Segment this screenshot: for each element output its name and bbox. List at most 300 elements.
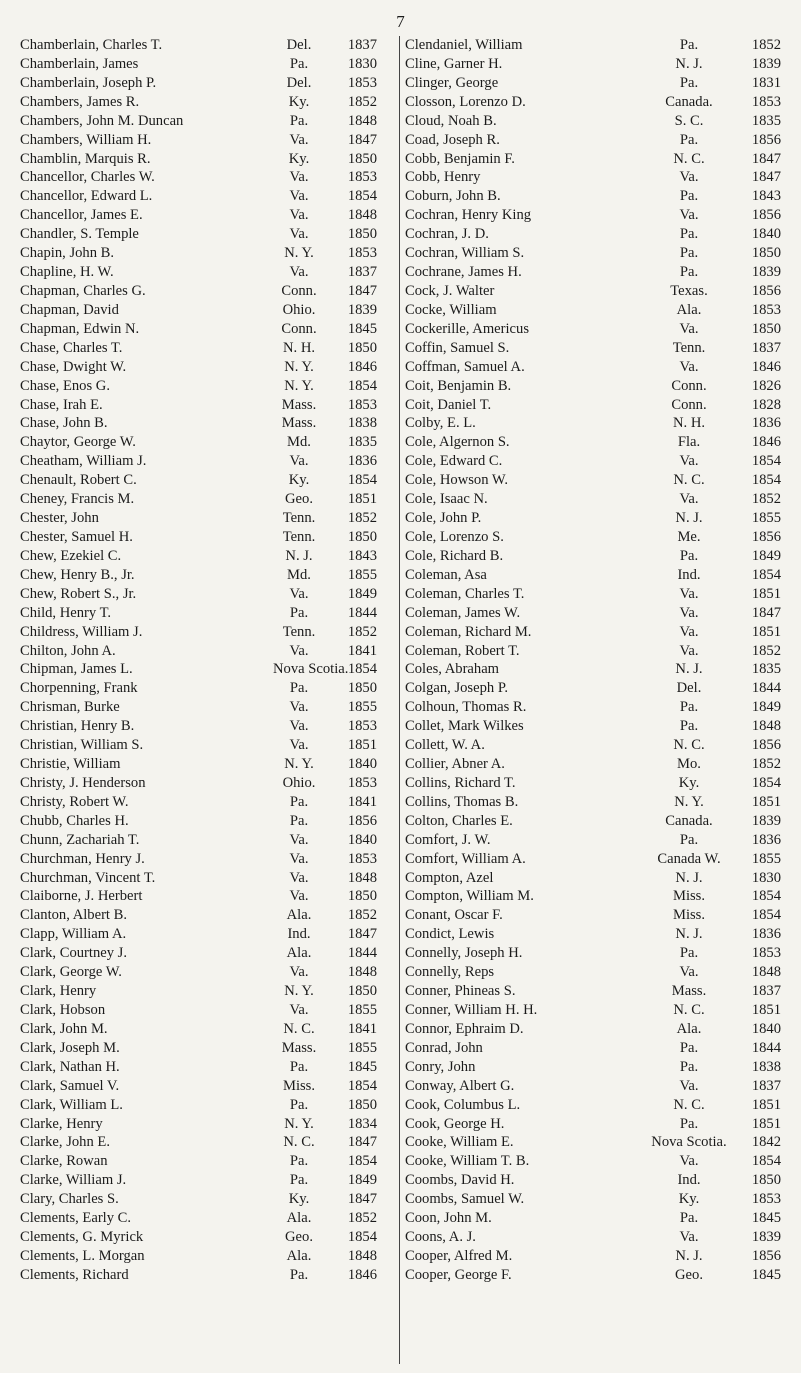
entry-name: Conner, William H. H. xyxy=(405,1002,538,1019)
list-item xyxy=(20,1058,396,1077)
entry-state: Va. xyxy=(679,623,699,640)
entry-state: Va. xyxy=(289,453,309,470)
entry-state: Canada. xyxy=(665,812,713,829)
entry-name: Cobb, Henry xyxy=(405,169,481,186)
entry-state: N. C. xyxy=(283,1134,315,1151)
entry-year: 1842 xyxy=(751,1134,781,1151)
entry-state: Miss. xyxy=(672,888,706,905)
entry-name: Clary, Charles S. xyxy=(20,1191,119,1208)
entry-name: Cock, J. Walter xyxy=(405,282,495,299)
entry-year: 1850 xyxy=(347,680,377,697)
entry-state: Mass. xyxy=(281,1039,317,1056)
entry-name: Clapp, William A. xyxy=(20,926,127,943)
entry-year: 1852 xyxy=(347,1210,377,1227)
entry-year: 1856 xyxy=(751,282,781,299)
list-item xyxy=(405,1020,791,1039)
list-item xyxy=(405,566,791,585)
entry-year: 1851 xyxy=(347,491,377,508)
entry-year: 1855 xyxy=(347,566,377,583)
list-item xyxy=(20,1152,396,1171)
entry-name: Child, Henry T. xyxy=(20,604,112,621)
entry-name: Cole, Algernon S. xyxy=(405,434,510,451)
entry-year: 1828 xyxy=(751,396,781,413)
entry-name: Condict, Lewis xyxy=(405,926,495,943)
entry-state: Pa. xyxy=(679,1039,699,1056)
entry-name: Coleman, Richard M. xyxy=(405,623,532,640)
list-item xyxy=(20,1096,396,1115)
entry-name: Chapman, David xyxy=(20,301,119,318)
entry-name: Claiborne, J. Herbert xyxy=(20,888,143,905)
entry-state: N. J. xyxy=(675,510,703,527)
list-item xyxy=(405,396,791,415)
list-item xyxy=(405,736,791,755)
entry-name: Chenault, Robert C. xyxy=(20,472,137,489)
list-item xyxy=(405,1058,791,1077)
list-item xyxy=(405,1096,791,1115)
entry-name: Clements, G. Myrick xyxy=(20,1229,144,1246)
entry-year: 1854 xyxy=(347,188,377,205)
list-item xyxy=(405,660,791,679)
list-item xyxy=(20,1133,396,1152)
entry-state: Va. xyxy=(679,604,699,621)
entry-year: 1836 xyxy=(751,831,781,848)
entry-name: Chancellor, Charles W. xyxy=(20,169,155,186)
list-item xyxy=(20,887,396,906)
entry-year: 1848 xyxy=(347,869,377,886)
entry-year: 1855 xyxy=(751,850,781,867)
entry-state: N. C. xyxy=(673,472,705,489)
entry-year: 1840 xyxy=(347,756,377,773)
entry-state: Pa. xyxy=(289,1153,309,1170)
entry-state: Ky. xyxy=(678,774,700,791)
list-item xyxy=(405,982,791,1001)
list-item xyxy=(405,301,791,320)
entry-name: Cole, John P. xyxy=(405,510,482,527)
entry-year: 1837 xyxy=(347,37,377,53)
list-item xyxy=(405,887,791,906)
list-item xyxy=(20,131,396,150)
entry-year: 1848 xyxy=(347,207,377,224)
entry-name: Clarke, William J. xyxy=(20,1172,127,1189)
entry-year: 1845 xyxy=(751,1210,781,1227)
entry-state: Conn. xyxy=(281,282,317,299)
list-item xyxy=(20,812,396,831)
entry-name: Clements, L. Morgan xyxy=(20,1248,145,1264)
list-item xyxy=(405,547,791,566)
entry-state: Pa. xyxy=(679,245,699,262)
list-item xyxy=(20,906,396,925)
entry-year: 1841 xyxy=(347,642,377,659)
entry-year: 1851 xyxy=(347,737,377,754)
entry-name: Christy, J. Henderson xyxy=(20,774,146,791)
entry-year: 1840 xyxy=(751,226,781,243)
entry-state: Geo. xyxy=(675,1266,703,1283)
entry-year: 1854 xyxy=(751,907,781,924)
entry-year: 1853 xyxy=(347,74,377,91)
entry-year: 1849 xyxy=(751,547,781,564)
entry-year: 1847 xyxy=(347,926,377,943)
entry-state: Va. xyxy=(679,358,699,375)
entry-name: Christie, William xyxy=(20,756,121,773)
entry-name: Chamberlain, Charles T. xyxy=(20,37,163,53)
entry-name: Coad, Joseph R. xyxy=(405,131,500,148)
entry-state: N. J. xyxy=(675,1248,703,1264)
entry-year: 1843 xyxy=(751,188,781,205)
entry-name: Chamberlain, James xyxy=(20,55,139,72)
entry-name: Cobb, Benjamin F. xyxy=(405,150,515,167)
entry-name: Cole, Edward C. xyxy=(405,453,503,470)
right-column xyxy=(405,36,791,1285)
entry-state: N. C. xyxy=(673,1096,705,1113)
list-item xyxy=(405,452,791,471)
entry-name: Collins, Thomas B. xyxy=(405,793,519,810)
entry-name: Cline, Garner H. xyxy=(405,55,503,72)
list-item xyxy=(405,604,791,623)
entry-name: Conry, John xyxy=(405,1058,476,1075)
entry-state: Va. xyxy=(679,207,699,224)
entry-name: Comfort, William A. xyxy=(405,850,526,867)
entry-year: 1847 xyxy=(751,604,781,621)
entry-state: Pa. xyxy=(679,1210,699,1227)
list-item xyxy=(20,93,396,112)
entry-state: Tenn. xyxy=(282,623,316,640)
entry-state: Tenn. xyxy=(672,339,706,356)
list-item xyxy=(20,452,396,471)
entry-year: 1850 xyxy=(347,339,377,356)
entry-state: Nova Scotia. xyxy=(651,1134,727,1151)
list-item xyxy=(405,187,791,206)
list-item xyxy=(405,168,791,187)
entry-state: Pa. xyxy=(679,831,699,848)
entry-name: Cooke, William E. xyxy=(405,1134,514,1151)
entry-name: Clark, Courtney J. xyxy=(20,945,128,962)
entry-name: Coon, John M. xyxy=(405,1210,492,1227)
entry-state: Va. xyxy=(289,888,309,905)
entry-name: Chamberlain, Joseph P. xyxy=(20,74,157,91)
entry-state: Pa. xyxy=(289,112,309,129)
list-item xyxy=(405,282,791,301)
list-item xyxy=(20,736,396,755)
entry-name: Cole, Richard B. xyxy=(405,547,504,564)
list-item xyxy=(405,944,791,963)
entry-year: 1852 xyxy=(751,642,781,659)
entry-name: Clarke, Rowan xyxy=(20,1153,108,1170)
entry-name: Colby, E. L. xyxy=(405,415,476,432)
list-item xyxy=(20,660,396,679)
entry-year: 1836 xyxy=(751,926,781,943)
entry-state: Pa. xyxy=(679,1115,699,1132)
list-item xyxy=(20,225,396,244)
entry-state: N. Y. xyxy=(284,1115,314,1132)
entry-year: 1847 xyxy=(347,282,377,299)
entry-name: Cochrane, James H. xyxy=(405,264,522,281)
list-item xyxy=(405,925,791,944)
entry-year: 1830 xyxy=(751,869,781,886)
entry-name: Chester, John xyxy=(20,510,99,527)
entry-year: 1854 xyxy=(347,472,377,489)
list-item xyxy=(405,112,791,131)
entry-year: 1851 xyxy=(751,1115,781,1132)
entry-year: 1851 xyxy=(751,623,781,640)
list-item xyxy=(405,831,791,850)
list-item xyxy=(20,604,396,623)
entry-state: Va. xyxy=(289,699,309,716)
entry-year: 1855 xyxy=(347,1002,377,1019)
entry-name: Coons, A. J. xyxy=(405,1229,476,1246)
entry-state: Pa. xyxy=(289,793,309,810)
entry-state: Va. xyxy=(289,850,309,867)
entry-year: 1841 xyxy=(347,1020,377,1037)
entry-state: Pa. xyxy=(679,131,699,148)
entry-state: Pa. xyxy=(679,188,699,205)
entry-year: 1852 xyxy=(751,37,781,53)
entry-name: Coit, Benjamin B. xyxy=(405,377,512,394)
entry-name: Colgan, Joseph P. xyxy=(405,680,508,697)
list-item xyxy=(20,528,396,547)
entry-year: 1848 xyxy=(751,964,781,981)
entry-name: Cole, Isaac N. xyxy=(405,491,488,508)
list-item xyxy=(20,1020,396,1039)
entry-state: Tenn. xyxy=(282,528,316,545)
entry-state: Mo. xyxy=(677,756,701,773)
list-item xyxy=(405,74,791,93)
entry-year: 1837 xyxy=(751,983,781,1000)
entry-name: Chew, Henry B., Jr. xyxy=(20,566,135,583)
list-item xyxy=(20,1247,396,1266)
entry-name: Chambers, John M. Duncan xyxy=(20,112,184,129)
entry-year: 1846 xyxy=(751,358,781,375)
entry-year: 1850 xyxy=(751,245,781,262)
entry-name: Clarke, John E. xyxy=(20,1134,110,1151)
entry-name: Connelly, Reps xyxy=(405,964,495,981)
list-item xyxy=(20,755,396,774)
list-item xyxy=(405,812,791,831)
entry-state: Va. xyxy=(289,169,309,186)
list-item xyxy=(405,1247,791,1266)
entry-state: Pa. xyxy=(679,945,699,962)
entry-state: Md. xyxy=(287,566,311,583)
list-item xyxy=(20,1209,396,1228)
entry-name: Christian, Henry B. xyxy=(20,718,135,735)
entry-state: Va. xyxy=(679,491,699,508)
entry-name: Coleman, Robert T. xyxy=(405,642,520,659)
entry-state: Ky. xyxy=(678,1191,700,1208)
entry-name: Chapline, H. W. xyxy=(20,264,114,281)
list-item xyxy=(405,1190,791,1209)
entry-year: 1855 xyxy=(347,699,377,716)
entry-year: 1846 xyxy=(347,358,377,375)
entry-year: 1854 xyxy=(751,774,781,791)
entry-year: 1849 xyxy=(347,585,377,602)
entry-year: 1844 xyxy=(751,1039,781,1056)
entry-year: 1853 xyxy=(751,945,781,962)
entry-state: N. C. xyxy=(673,150,705,167)
entry-state: Ky. xyxy=(288,472,310,489)
entry-year: 1839 xyxy=(751,1229,781,1246)
list-item xyxy=(405,906,791,925)
entry-name: Coleman, Asa xyxy=(405,566,487,583)
entry-year: 1844 xyxy=(347,945,377,962)
entry-state: Va. xyxy=(289,264,309,281)
list-item xyxy=(20,585,396,604)
entry-year: 1849 xyxy=(751,699,781,716)
entry-state: Va. xyxy=(289,869,309,886)
entry-state: Me. xyxy=(677,528,701,545)
list-item xyxy=(20,509,396,528)
list-item xyxy=(405,717,791,736)
entry-state: Pa. xyxy=(289,1172,309,1189)
entry-name: Churchman, Vincent T. xyxy=(20,869,156,886)
entry-state: Pa. xyxy=(289,55,309,72)
entry-state: Pa. xyxy=(679,264,699,281)
entry-state: Ala. xyxy=(286,1248,312,1264)
entry-state: N. Y. xyxy=(284,983,314,1000)
entry-state: Conn. xyxy=(671,377,707,394)
entry-year: 1850 xyxy=(347,226,377,243)
entry-name: Collett, W. A. xyxy=(405,737,485,754)
list-item xyxy=(20,396,396,415)
entry-state: Ala. xyxy=(286,907,312,924)
entry-year: 1850 xyxy=(347,983,377,1000)
entry-year: 1846 xyxy=(347,1266,377,1283)
list-item xyxy=(405,263,791,282)
list-item xyxy=(20,301,396,320)
entry-year: 1854 xyxy=(347,1153,377,1170)
entry-name: Coleman, Charles T. xyxy=(405,585,525,602)
list-item xyxy=(20,112,396,131)
list-item xyxy=(20,793,396,812)
entry-year: 1853 xyxy=(751,301,781,318)
list-item xyxy=(20,774,396,793)
entry-state: Geo. xyxy=(285,1229,313,1246)
entry-year: 1836 xyxy=(751,415,781,432)
entry-name: Clendaniel, William xyxy=(405,37,523,53)
entry-state: Va. xyxy=(289,737,309,754)
entry-name: Cooke, William T. B. xyxy=(405,1153,530,1170)
entry-year: 1853 xyxy=(347,850,377,867)
entry-name: Chapman, Edwin N. xyxy=(20,320,140,337)
entry-year: 1847 xyxy=(347,1191,377,1208)
entry-name: Chew, Ezekiel C. xyxy=(20,547,122,564)
entry-year: 1854 xyxy=(347,661,377,678)
entry-state: Pa. xyxy=(289,1266,309,1283)
list-item xyxy=(20,168,396,187)
entry-state: Canada W. xyxy=(657,850,721,867)
entry-state: Miss. xyxy=(672,907,706,924)
entry-year: 1839 xyxy=(751,812,781,829)
entry-year: 1856 xyxy=(751,528,781,545)
entry-state: Ohio. xyxy=(282,774,316,791)
list-item xyxy=(405,414,791,433)
entry-name: Chase, Enos G. xyxy=(20,377,110,394)
list-item xyxy=(20,1115,396,1134)
list-item xyxy=(20,963,396,982)
list-item xyxy=(405,963,791,982)
list-item xyxy=(20,925,396,944)
entry-state: Conn. xyxy=(281,320,317,337)
entry-state: Conn. xyxy=(671,396,707,413)
entry-state: Ky. xyxy=(288,150,310,167)
list-item xyxy=(405,433,791,452)
entry-state: N. J. xyxy=(285,547,313,564)
entry-year: 1852 xyxy=(347,510,377,527)
entry-name: Clements, Richard xyxy=(20,1266,129,1283)
entry-name: Coombs, Samuel W. xyxy=(405,1191,525,1208)
entry-state: Va. xyxy=(289,964,309,981)
list-item xyxy=(20,244,396,263)
list-item xyxy=(405,1133,791,1152)
entry-year: 1850 xyxy=(347,888,377,905)
entry-state: Va. xyxy=(289,718,309,735)
entry-name: Cloud, Noah B. xyxy=(405,112,497,129)
entry-name: Christian, William S. xyxy=(20,737,144,754)
list-item xyxy=(405,623,791,642)
list-item xyxy=(20,433,396,452)
entry-state: Del. xyxy=(676,680,702,697)
entry-year: 1853 xyxy=(347,169,377,186)
entry-name: Conant, Oscar F. xyxy=(405,907,503,924)
entry-year: 1854 xyxy=(751,888,781,905)
entry-year: 1848 xyxy=(347,112,377,129)
entry-year: 1855 xyxy=(347,1039,377,1056)
entry-state: Pa. xyxy=(679,37,699,53)
entry-name: Colton, Charles E. xyxy=(405,812,513,829)
entry-name: Christy, Robert W. xyxy=(20,793,129,810)
list-item xyxy=(20,982,396,1001)
list-item xyxy=(405,850,791,869)
list-item xyxy=(20,831,396,850)
entry-year: 1852 xyxy=(347,907,377,924)
entry-name: Connelly, Joseph H. xyxy=(405,945,523,962)
entry-name: Cochran, J. D. xyxy=(405,226,489,243)
entry-state: Canada. xyxy=(665,93,713,110)
list-item xyxy=(20,850,396,869)
column-divider xyxy=(399,36,400,1364)
list-item xyxy=(20,1077,396,1096)
list-item xyxy=(405,1171,791,1190)
entry-name: Conway, Albert G. xyxy=(405,1077,515,1094)
entry-state: Ohio. xyxy=(282,301,316,318)
entry-state: Va. xyxy=(679,642,699,659)
entry-year: 1844 xyxy=(347,604,377,621)
entry-state: Pa. xyxy=(679,226,699,243)
list-item xyxy=(405,339,791,358)
entry-year: 1836 xyxy=(347,453,377,470)
list-item xyxy=(405,225,791,244)
list-item xyxy=(405,36,791,55)
list-item xyxy=(405,1115,791,1134)
entry-year: 1856 xyxy=(347,812,377,829)
entry-name: Clanton, Albert B. xyxy=(20,907,128,924)
entry-year: 1834 xyxy=(347,1115,377,1132)
list-item xyxy=(405,1001,791,1020)
entry-year: 1852 xyxy=(347,623,377,640)
entry-year: 1851 xyxy=(751,793,781,810)
entry-state: Del. xyxy=(286,37,312,53)
list-item xyxy=(405,585,791,604)
entry-year: 1830 xyxy=(347,55,377,72)
entry-state: S. C. xyxy=(674,112,704,129)
entry-year: 1837 xyxy=(347,264,377,281)
entry-name: Chancellor, Edward L. xyxy=(20,188,153,205)
entry-state: Mass. xyxy=(671,983,707,1000)
entry-name: Chilton, John A. xyxy=(20,642,116,659)
entry-name: Chunn, Zachariah T. xyxy=(20,831,140,848)
entry-year: 1837 xyxy=(751,1077,781,1094)
entry-state: Va. xyxy=(289,642,309,659)
entry-year: 1845 xyxy=(347,1058,377,1075)
entry-year: 1853 xyxy=(347,718,377,735)
